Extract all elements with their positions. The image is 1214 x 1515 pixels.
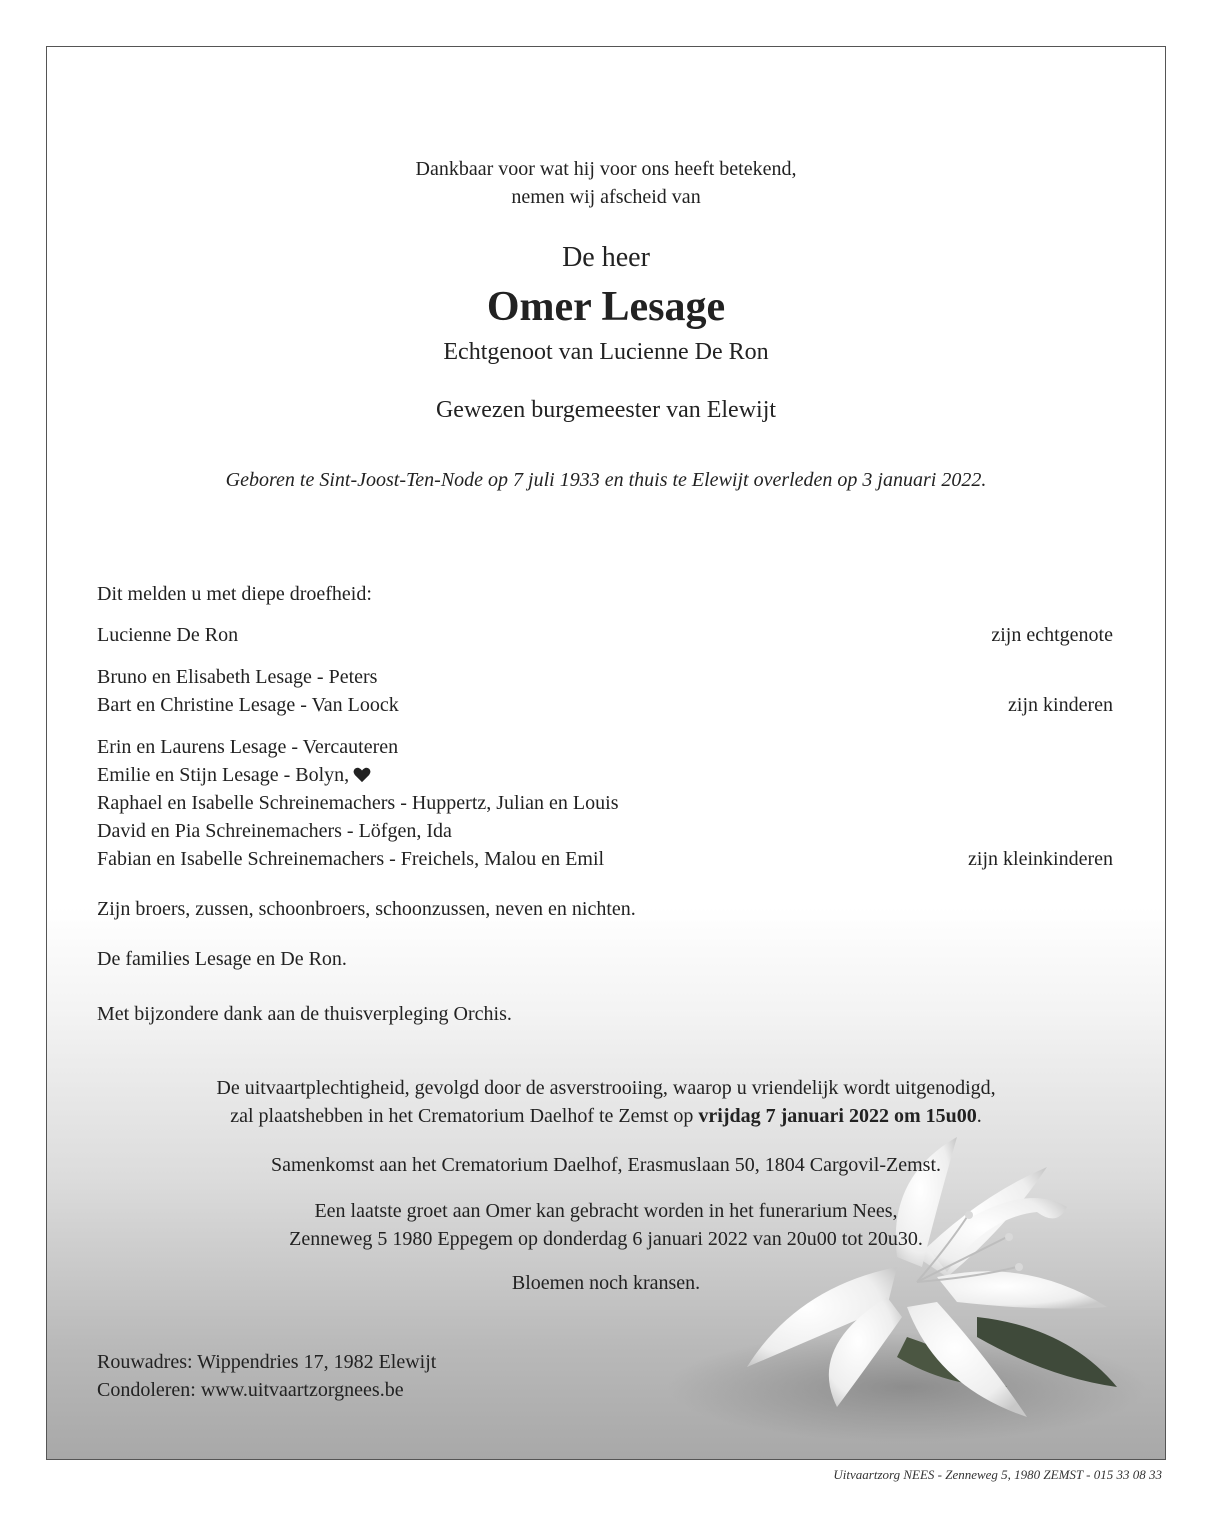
former-role: Gewezen burgemeester van Elewijt bbox=[435, 397, 777, 423]
list-item: Erin en Laurens Lesage - Vercauteren bbox=[97, 736, 399, 758]
grandchildren-list bbox=[97, 733, 618, 873]
spouse-line: Echtgenoot van Lucienne De Ron bbox=[443, 339, 769, 365]
siblings-line: Zijn broers, zussen, schoonbroers, schoonzussen, neven en nichten. bbox=[97, 898, 636, 920]
announcement-heading: Dit melden u met diepe droefheid: bbox=[97, 583, 372, 605]
obituary-card bbox=[46, 46, 1166, 1460]
intro-line-1: Dankbaar voor wat hij voor ons heeft betekend, bbox=[415, 158, 797, 180]
honorific: De heer bbox=[562, 242, 650, 273]
list-item: Bart en Christine Lesage - Van Loock bbox=[97, 694, 399, 716]
contact-block bbox=[97, 1348, 436, 1404]
spouse-name: Lucienne De Ron bbox=[97, 624, 239, 646]
farewell-line-1: Een laatste groet aan Omer kan gebracht worden in het funerarium Nees, bbox=[314, 1200, 898, 1222]
list-item: Raphael en Isabelle Schreinemachers - Huppertz, Julian en Louis bbox=[97, 792, 619, 814]
deceased-name: Omer Lesage bbox=[486, 284, 726, 330]
list-item: David en Pia Schreinemachers - Löfgen, Ida bbox=[97, 820, 452, 842]
funeral-details bbox=[47, 1074, 1165, 1130]
children-relation: zijn kinderen bbox=[1008, 694, 1113, 716]
undertaker-footer: Uitvaartzorg NEES - Zenneweg 5, 1980 ZEMST - 015 33 08 33 bbox=[833, 1467, 1162, 1482]
thanks-line: Met bijzondere dank aan de thuisverpleging Orchis. bbox=[97, 1003, 512, 1025]
funeral-line-2: zal plaatshebben in het Crematorium Daelhof te Zemst op vrijdag 7 januari 2022 om 15u00. bbox=[230, 1105, 982, 1127]
children-list bbox=[97, 663, 399, 719]
funeral-line-1: De uitvaartplechtigheid, gevolgd door de asverstrooiing, waarop u vriendelijk wordt uitgenodigd, bbox=[216, 1077, 996, 1099]
intro-line-2: nemen wij afscheid van bbox=[511, 186, 701, 208]
flowers-line: Bloemen noch kransen. bbox=[511, 1272, 701, 1294]
list-item: Emilie en Stijn Lesage - Bolyn, bbox=[97, 761, 618, 789]
grandchildren-relation: zijn kleinkinderen bbox=[968, 848, 1113, 870]
condolence-link[interactable]: Condoleren: www.uitvaartzorgnees.be bbox=[97, 1379, 404, 1401]
intro-text bbox=[47, 155, 1165, 211]
birth-death-line: Geboren te Sint-Joost-Ten-Node op 7 juli 1933 en thuis te Elewijt overleden op 3 januari 2022. bbox=[225, 469, 987, 491]
list-item: Fabian en Isabelle Schreinemachers - Freichels, Malou en Emil bbox=[97, 848, 605, 870]
families-line: De families Lesage en De Ron. bbox=[97, 948, 347, 970]
list-item: Bruno en Elisabeth Lesage - Peters bbox=[97, 666, 378, 688]
heart-icon bbox=[353, 767, 371, 783]
funeral-date: vrijdag 7 januari 2022 om 15u00 bbox=[698, 1105, 977, 1127]
farewell-line-2: Zenneweg 5 1980 Eppegem op donderdag 6 januari 2022 van 20u00 tot 20u30. bbox=[289, 1228, 923, 1250]
farewell-text bbox=[47, 1197, 1165, 1253]
spouse-relation: zijn echtgenote bbox=[991, 624, 1113, 646]
gathering-line: Samenkomst aan het Crematorium Daelhof, Erasmuslaan 50, 1804 Cargovil-Zemst. bbox=[270, 1154, 942, 1176]
mourning-address: Rouwadres: Wippendries 17, 1982 Elewijt bbox=[97, 1351, 437, 1373]
